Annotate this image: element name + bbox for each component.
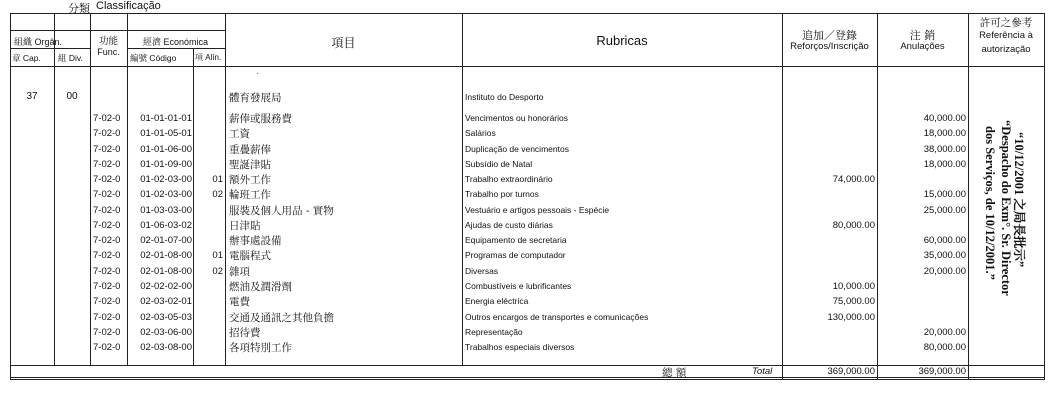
- row-rubrica-pt: Programas de computador: [465, 250, 566, 261]
- row-func: 7-02-0: [93, 174, 121, 186]
- row-func: 7-02-0: [93, 113, 121, 124]
- row-code: 01-01-06-00: [140, 143, 192, 155]
- authorization-line3: dos Serviços, de 10/12/2001.”: [983, 126, 997, 280]
- row-anulacao: 18,000.00: [923, 128, 966, 140]
- row-item-zh: 辦事處設備: [229, 235, 282, 248]
- row-func: 7-02-0: [93, 189, 121, 201]
- row-rubrica-pt: Representação: [465, 326, 523, 337]
- row-item-zh: 招待費: [229, 326, 261, 339]
- row-code: 01-01-01-01: [140, 113, 192, 124]
- funcional-zh: 功能: [98, 36, 118, 47]
- row-item-zh: 交通及通訊之其他負擔: [229, 311, 334, 324]
- authorization-line2: “Despacho do Exm°. Sr. Director: [999, 120, 1013, 296]
- referencia-zh: 許可之參考: [979, 17, 1033, 29]
- row-func: 7-02-0: [93, 235, 121, 247]
- reforcos-pt: Reforços/Inscrição: [790, 41, 869, 52]
- row-func: 7-02-0: [93, 280, 121, 292]
- div-header: 組 Div.: [58, 53, 83, 63]
- row-anulacao: 60,000.00: [923, 235, 966, 247]
- row-reforco: 74,000.00: [832, 174, 875, 186]
- row-rubrica-pt: Outros encargos de transportes e comunicações: [465, 311, 649, 322]
- row-code: 02-03-02-01: [140, 296, 192, 308]
- row-rubrica-pt: Duplicação de vencimentos: [465, 143, 569, 154]
- row-anulacao: 15,000.00: [923, 189, 966, 201]
- row-item-zh: 服裝及個人用品 - 實物: [229, 204, 334, 217]
- row-item-zh: 燃油及潤滑劑: [229, 280, 292, 293]
- row-alinea: 02: [212, 189, 223, 201]
- row-item-zh: 額外工作: [229, 174, 271, 187]
- row-func: 7-02-0: [93, 311, 121, 323]
- classificacao-pt: Classificação: [96, 0, 161, 12]
- row-anulacao: 80,000.00: [923, 342, 966, 354]
- row-func: 7-02-0: [93, 326, 121, 338]
- row-anulacao: 38,000.00: [923, 143, 966, 155]
- row-rubrica-pt: Trabalho extraordinário: [465, 174, 553, 185]
- cap-header: 章 Cap.: [12, 53, 41, 63]
- row-func: 7-02-0: [93, 342, 121, 354]
- row-rubrica-pt: Energia eléctrica: [465, 296, 529, 307]
- classificacao-zh: 分類: [68, 2, 90, 15]
- row-item-zh: 日津貼: [229, 219, 261, 232]
- total-anulacoes: 369,000.00: [918, 366, 966, 377]
- row-code: 01-02-03-00: [140, 174, 192, 186]
- row-reforco: 130,000.00: [827, 311, 875, 323]
- row-anulacao: 40,000.00: [923, 113, 966, 124]
- referencia-pt-line2: autorização: [981, 44, 1031, 55]
- department-name-pt: Instituto do Desporto: [465, 92, 544, 102]
- row-item-zh: 各項特別工作: [229, 342, 292, 355]
- funcional-pt: Func.: [97, 47, 120, 57]
- total-label-pt: Total: [752, 366, 773, 377]
- row-rubrica-pt: Ajudas de custo diárias: [465, 219, 553, 230]
- row-rubrica-pt: Vestuário e artigos pessoais - Espécie: [465, 204, 610, 215]
- row-code: 02-03-05-03: [140, 311, 192, 323]
- row-code: 01-01-09-00: [140, 158, 192, 170]
- row-rubrica-pt: Combustíveis e lubrificantes: [465, 280, 572, 291]
- row-rubrica-pt: Equipamento de secretaria: [465, 235, 567, 246]
- row-alinea: 02: [212, 265, 223, 277]
- xiangmu-header: 項目: [331, 36, 356, 50]
- total-label-zh: 總 額: [662, 367, 687, 379]
- reforcos-zh: 追加／登錄: [802, 29, 857, 42]
- codigo-header: 編號 Código: [130, 53, 177, 63]
- row-rubrica-pt: Subsídio de Natal: [465, 158, 533, 169]
- rubricas-header: Rubricas: [596, 33, 648, 48]
- row-code: 02-01-07-00: [140, 235, 192, 247]
- row-alinea: 01: [212, 174, 223, 186]
- row-item-zh: 重疊薪俸: [229, 143, 271, 156]
- row-rubrica-pt: Vencimentos ou honorários: [465, 113, 569, 123]
- row-rubrica-pt: Diversas: [465, 265, 499, 276]
- row-func: 7-02-0: [93, 250, 121, 262]
- authorization-line1: “10/12/2001 之局長批示”: [1012, 132, 1026, 268]
- row-code: 02-03-06-00: [140, 326, 192, 338]
- row-item-zh: 電腦程式: [229, 250, 271, 263]
- row-func: 7-02-0: [93, 265, 121, 277]
- row-code: 01-06-03-02: [140, 219, 192, 231]
- department-name-zh: 體育發展局: [229, 92, 282, 104]
- economica-header: 經濟 Económica: [143, 37, 209, 47]
- row-code: 02-03-08-00: [140, 342, 192, 354]
- row-item-zh: 電費: [229, 296, 250, 309]
- row-func: 7-02-0: [93, 296, 121, 308]
- row-anulacao: 35,000.00: [923, 250, 966, 262]
- row-code: 02-02-02-00: [140, 280, 192, 292]
- row-code: 01-03-03-00: [140, 204, 192, 216]
- row-item-zh: 薪俸或服務費: [229, 113, 292, 125]
- anulacoes-zh: 注 銷: [909, 29, 936, 42]
- row-anulacao: 20,000.00: [923, 326, 966, 338]
- row-func: 7-02-0: [93, 204, 121, 216]
- row-rubrica-pt: Salários: [465, 128, 496, 139]
- row-item-zh: 聖誕津貼: [229, 158, 271, 171]
- row-item-zh: 工資: [229, 128, 250, 141]
- row-reforco: 10,000.00: [832, 280, 875, 292]
- row-code: 01-01-05-01: [140, 128, 192, 140]
- row-rubrica-pt: Trabalho por turnos: [465, 189, 539, 200]
- row-func: 7-02-0: [93, 143, 121, 155]
- row-item-zh: 輪班工作: [229, 189, 271, 202]
- referencia-pt-line1: Referência à: [979, 30, 1033, 41]
- row-func: 7-02-0: [93, 128, 121, 140]
- row-code: 01-02-03-00: [140, 189, 192, 201]
- row-rubrica-pt: Trabalhos especiais diversos: [465, 342, 575, 353]
- row-anulacao: 25,000.00: [923, 204, 966, 216]
- row-anulacao: 18,000.00: [923, 158, 966, 170]
- row-code: 02-01-08-00: [140, 250, 192, 262]
- anulacoes-pt: Anulações: [900, 41, 945, 52]
- department-div: 00: [66, 91, 78, 102]
- department-cap: 37: [26, 91, 38, 102]
- row-reforco: 80,000.00: [832, 219, 875, 231]
- row-func: 7-02-0: [93, 158, 121, 170]
- row-item-zh: 雜項: [229, 265, 250, 278]
- total-reforcos: 369,000.00: [827, 366, 875, 377]
- organica-header: 組織 Orgân.: [14, 37, 63, 47]
- row-anulacao: 20,000.00: [923, 265, 966, 277]
- row-reforco: 75,000.00: [832, 296, 875, 308]
- stray-mark: ·: [256, 68, 260, 79]
- alinea-header: 項 Alín.: [195, 53, 222, 62]
- row-code: 02-01-08-00: [140, 265, 192, 277]
- row-func: 7-02-0: [93, 219, 121, 231]
- row-alinea: 01: [212, 250, 223, 262]
